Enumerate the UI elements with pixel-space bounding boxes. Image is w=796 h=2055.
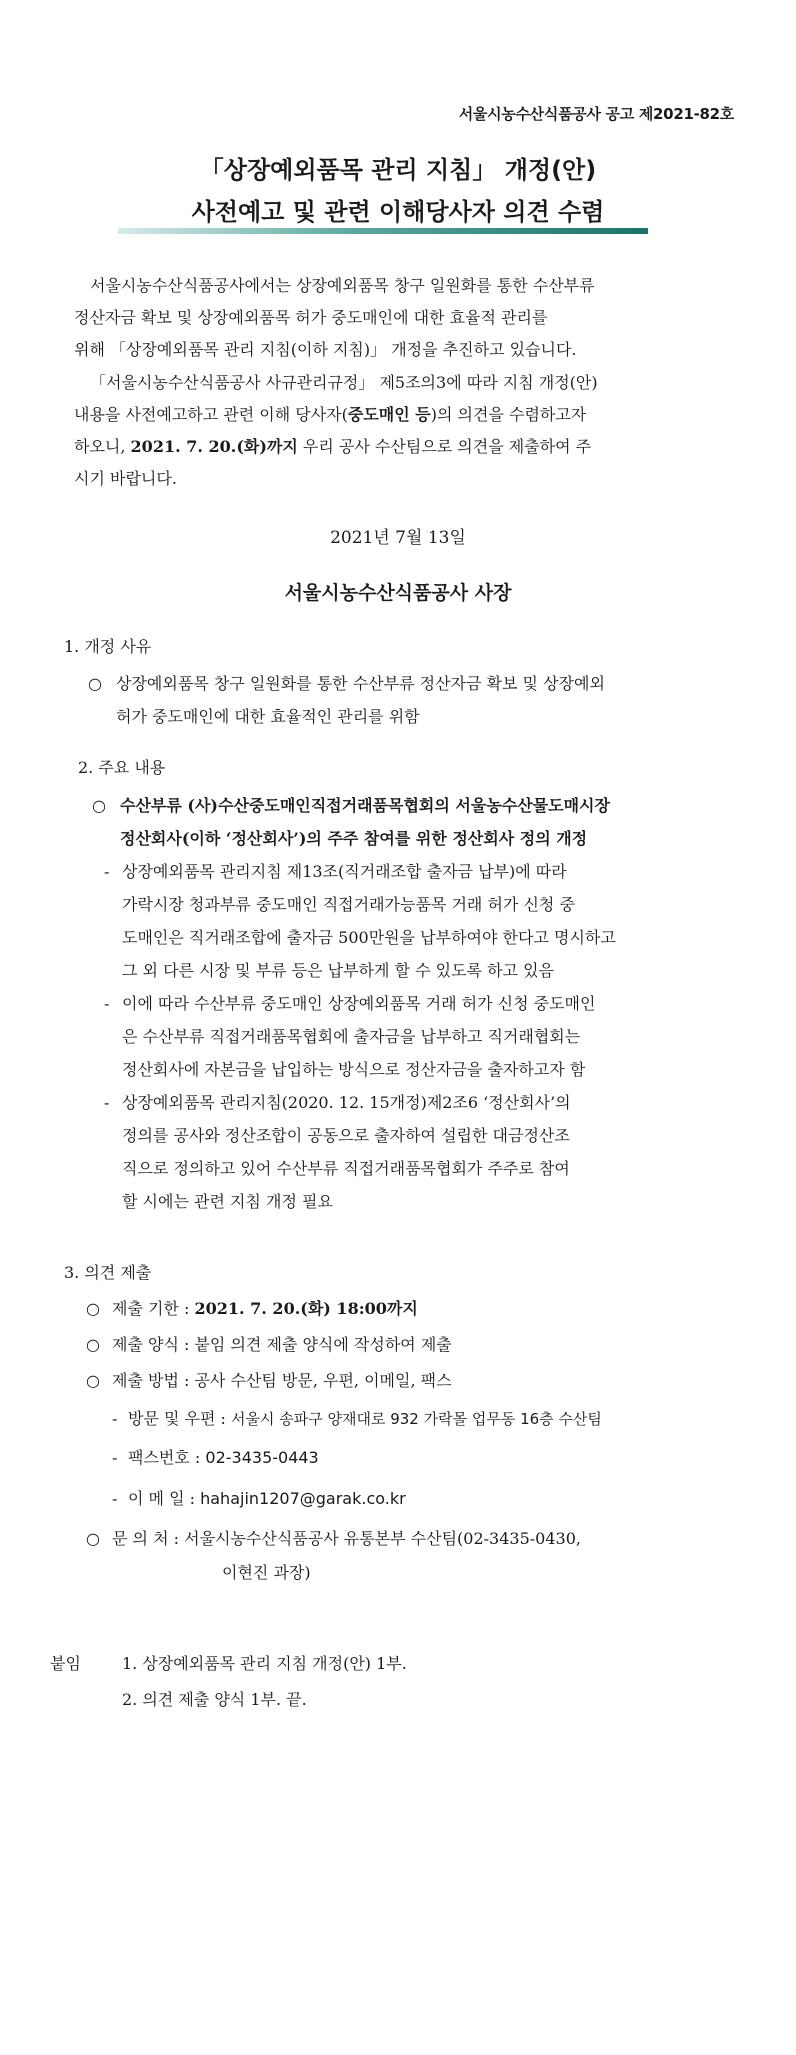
- subitem-line: 가락시장 청과부류 중도매인 직접거래가능품목 거래 허가 신청 중: [122, 895, 575, 914]
- intro-paragraph-2: [74, 367, 726, 495]
- dash-marker: -: [112, 1409, 118, 1428]
- visit-mail-address: [128, 1402, 602, 1436]
- emphasis-text: 중도매인 등: [347, 405, 431, 424]
- submission-deadline: [112, 1292, 418, 1325]
- section-2-main-line: 수산부류 (사)수산중도매인직접거래품목협회의 서울농수산물도매시장: [120, 796, 610, 815]
- email-label: 이 메 일 :: [128, 1489, 201, 1508]
- email-address: [128, 1482, 406, 1515]
- section-2-subitem-3: [122, 1086, 571, 1218]
- fax-number: [128, 1441, 319, 1474]
- subitem-line: 이에 따라 수산부류 중도매인 상장예외품목 거래 허가 신청 중도매인: [122, 994, 596, 1013]
- subitem-line: 은 수산부류 직접거래품목협회에 출자금을 납부하고 직거래협회는: [122, 1027, 581, 1046]
- subitem-line: 도매인은 직거래조합에 출자금 500만원을 납부하여야 한다고 명시하고: [122, 928, 616, 947]
- section-2-main: [120, 789, 610, 855]
- section-1-body: [116, 667, 605, 733]
- intro-p2-line: [74, 399, 726, 431]
- signatory: 서울시농수산식품공사 사장: [284, 582, 512, 604]
- submission-method: 제출 방법 : 공사 수산팀 방문, 우편, 이메일, 팩스: [112, 1371, 452, 1390]
- deadline-label: 제출 기한 :: [112, 1299, 195, 1318]
- intro-p1-line: 서울시농수산식품공사에서는 상장예외품목 창구 일원화를 통한 수산부류: [90, 276, 595, 295]
- section-3-heading: 3. 의견 제출: [64, 1263, 152, 1282]
- deadline-emphasis: 2021. 7. 20.(화)까지: [130, 437, 298, 456]
- bullet: ○: [86, 1299, 100, 1318]
- subitem-line: 그 외 다른 시장 및 부류 등은 납부하게 할 수 있도록 하고 있음: [122, 961, 554, 980]
- deadline-value: 2021. 7. 20.(화) 18:00까지: [194, 1299, 418, 1318]
- intro-paragraph-1: [74, 270, 726, 366]
- visit-label: 방문 및 우편 :: [128, 1409, 232, 1428]
- intro-p2-line: [74, 431, 726, 463]
- dash-marker: -: [104, 1093, 110, 1112]
- inquiry-contact: [112, 1522, 581, 1555]
- notice-number: 서울시농수산식품공사 공고 제2021-82호: [458, 105, 734, 123]
- subitem-line: 직으로 정의하고 있어 수산부류 직접거래품목협회가 주주로 참여: [122, 1159, 570, 1178]
- text-run: 내용을 사전예고하고 관련 이해 당사자(: [74, 405, 348, 424]
- dash-marker: -: [112, 1448, 118, 1467]
- dash-marker: -: [112, 1489, 118, 1508]
- fax-label: 팩스번호 :: [128, 1448, 206, 1467]
- subitem-line: 상장예외품목 관리지침 제13조(직거래조합 출자금 납부)에 따라: [122, 862, 567, 881]
- dash-marker: -: [104, 994, 110, 1013]
- submission-format: 제출 양식 : 붙임 의견 제출 양식에 작성하여 제출: [112, 1335, 452, 1354]
- intro-p1-line: 위해 「상장예외품목 관리 지침(이하 지침)」 개정을 추진하고 있습니다.: [74, 340, 577, 359]
- section-2-heading: 2. 주요 내용: [78, 758, 166, 777]
- title-underline-gradient: [118, 228, 648, 234]
- attachment-label: 붙임: [50, 1654, 81, 1673]
- subitem-line: 정산회사에 자본금을 납입하는 방식으로 정산자금을 출자하고자 함: [122, 1060, 586, 1079]
- text-run: )의 의견을 수렴하고자: [430, 405, 587, 424]
- text-run: 우리 공사 수산팀으로 의견을 제출하여 주: [297, 437, 592, 456]
- attachment-item-1: 1. 상장예외품목 관리 지침 개정(안) 1부.: [122, 1654, 407, 1673]
- title-line-2: 사전예고 및 관련 이해당사자 의견 수렴: [191, 198, 605, 226]
- bullet: ○: [86, 1529, 100, 1548]
- email-value: hahajin1207@garak.co.kr: [200, 1489, 406, 1508]
- title-line-1: 「상장예외품목 관리 지침」 개정(안): [199, 156, 597, 184]
- section-2-bullet: ○: [92, 796, 106, 815]
- subitem-line: 정의를 공사와 정산조합이 공동으로 출자하여 설립한 대금정산조: [122, 1126, 570, 1145]
- fax-value: 02-3435-0443: [205, 1448, 319, 1467]
- attachment-item-2: 2. 의견 제출 양식 1부. 끝.: [122, 1690, 307, 1709]
- bullet: ○: [86, 1335, 100, 1354]
- section-2-subitem-2: [122, 987, 595, 1086]
- dash-marker: -: [104, 862, 110, 881]
- section-1-line: 상장예외품목 창구 일원화를 통한 수산부류 정산자금 확보 및 상장예외: [116, 674, 605, 693]
- intro-p2-line: 「서울시농수산식품공사 사규관리규정」 제5조의3에 따라 지침 개정(안): [90, 373, 598, 392]
- section-1-bullet: ○: [88, 674, 102, 693]
- notice-date: 2021년 7월 13일: [330, 528, 466, 548]
- inquiry-contact-person: 이현진 과장): [222, 1563, 311, 1582]
- visit-value: 서울시 송파구 양재대로 932 가락몰 업무동 16층 수산팀: [231, 1410, 602, 1428]
- text-run: 하오니,: [74, 437, 131, 456]
- section-2-subitem-1: [122, 855, 616, 987]
- intro-p1-line: 정산자금 확보 및 상장예외품목 허가 중도매인에 대한 효율적 관리를: [74, 308, 548, 327]
- section-1-heading: 1. 개정 사유: [64, 637, 152, 656]
- bullet: ○: [86, 1371, 100, 1390]
- subitem-line: 상장예외품목 관리지침(2020. 12. 15개정)제2조6 ‘정산회사’의: [122, 1093, 571, 1112]
- inquiry-value: 서울시농수산식품공사 유통본부 수산팀(02-3435-0430,: [184, 1529, 581, 1548]
- subitem-line: 할 시에는 관련 지침 개정 필요: [122, 1192, 333, 1211]
- inquiry-label: 문 의 처 :: [112, 1529, 185, 1548]
- section-2-main-line: 정산회사(이하 ‘정산회사’)의 주주 참여를 위한 정산회사 정의 개정: [120, 829, 588, 848]
- section-1-line: 허가 중도매인에 대한 효율적인 관리를 위함: [116, 707, 420, 726]
- intro-p2-line: 시기 바랍니다.: [74, 469, 177, 488]
